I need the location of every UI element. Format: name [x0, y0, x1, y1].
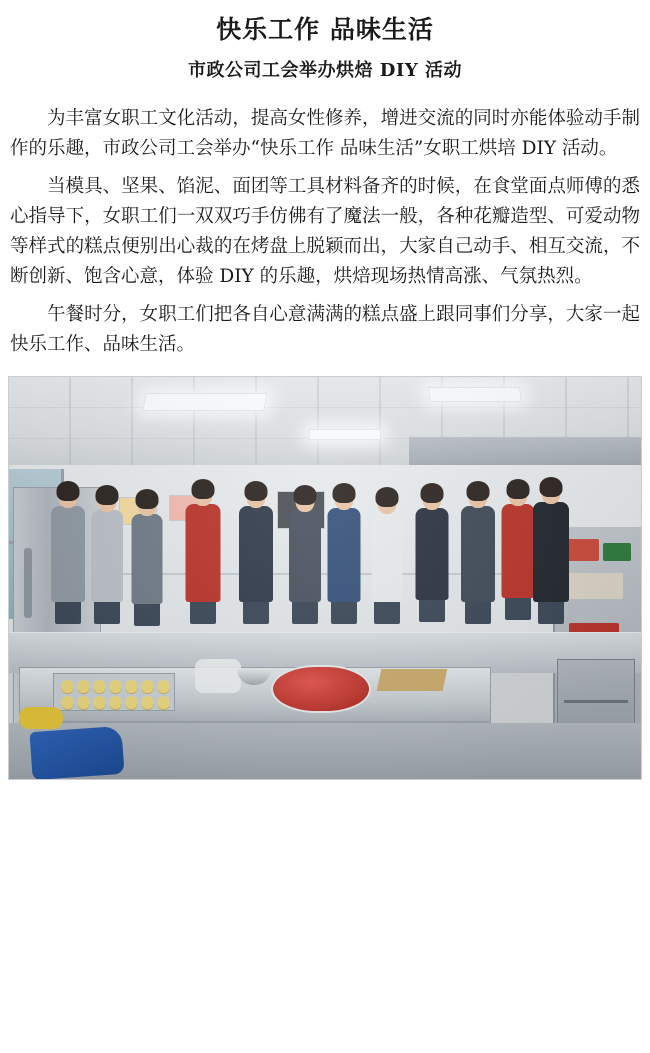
person — [239, 481, 273, 623]
baking-tray — [53, 673, 175, 711]
yellow-glove — [19, 707, 63, 729]
person-torso — [51, 506, 85, 602]
person — [501, 479, 534, 619]
person-torso — [501, 504, 534, 598]
person-torso — [461, 506, 495, 602]
person-hair — [375, 487, 398, 507]
blue-cloth — [29, 725, 124, 778]
person — [185, 479, 220, 623]
person-hair — [135, 489, 158, 509]
pastry-dough — [157, 696, 170, 709]
person-hair — [506, 479, 529, 499]
pastry-dough — [93, 680, 106, 693]
pastry-dough — [77, 696, 90, 709]
person — [461, 481, 495, 623]
person — [131, 489, 162, 625]
red-cutting-board — [271, 665, 371, 713]
person — [371, 487, 402, 623]
person-hair — [245, 481, 268, 501]
person-torso — [371, 512, 402, 602]
person-torso — [91, 510, 123, 602]
person-hair — [191, 479, 214, 499]
wooden-board — [377, 669, 448, 691]
person-torso — [289, 510, 321, 602]
pastry-dough — [125, 696, 138, 709]
person — [51, 481, 85, 623]
person-hair — [467, 481, 490, 501]
pastry-dough — [157, 680, 170, 693]
pastry-dough — [141, 696, 154, 709]
document-page — [0, 14, 650, 1053]
pastry-dough — [125, 680, 138, 693]
person-hair — [96, 485, 119, 505]
person-hair — [57, 481, 80, 501]
paragraph-1: 为丰富女职工文化活动，提高女性修养，增进交流的同时亦能体验动手制作的乐趣，市政公司工会举办“快乐工作 品味生活”女职工烘培 DIY 活动。 — [10, 107, 640, 159]
person-hair — [294, 485, 317, 505]
person — [415, 483, 448, 621]
article-body — [10, 104, 640, 360]
person-torso — [185, 504, 220, 602]
plastic-bag — [195, 659, 241, 693]
person — [327, 483, 360, 623]
person-torso — [415, 508, 448, 600]
person-hair — [332, 483, 355, 503]
person — [91, 485, 123, 623]
page-title: 快乐工作 品味生活 — [216, 15, 434, 44]
pastry-dough — [109, 696, 122, 709]
article-photo — [8, 376, 642, 780]
pastry-dough — [93, 696, 106, 709]
pastry-dough — [77, 680, 90, 693]
person — [289, 485, 321, 623]
person-torso — [533, 502, 569, 602]
person — [533, 477, 569, 623]
person-torso — [131, 514, 162, 604]
page-subtitle: 市政公司工会举办烘焙 DIY 活动 — [188, 59, 462, 81]
photo-scene — [9, 377, 641, 779]
pastry-dough — [141, 680, 154, 693]
person-hair — [420, 483, 443, 503]
pastry-dough — [109, 680, 122, 693]
pastry-dough — [61, 696, 74, 709]
person-torso — [327, 508, 360, 602]
paragraph-3: 午餐时分，女职工们把各自心意满满的糕点盛上跟同事们分享，大家一起快乐工作、品味生活。 — [10, 303, 640, 355]
person-hair — [540, 477, 563, 497]
paragraph-2: 当模具、坚果、馅泥、面团等工具材料备齐的时候，在食堂面点师傅的悉心指导下，女职工们一双双巧手仿佛有了魔法一般，各种花瓣造型、可爱动物等样式的糕点便别出心裁的在烤盘上脱颖而出，大家自己动手、相互交流，不断创新、饱含心意，体验 DIY 的乐趣，烘焙现场热情高涨、气氛热烈。 — [10, 175, 640, 287]
pastry-dough — [61, 680, 74, 693]
person-torso — [239, 506, 273, 602]
